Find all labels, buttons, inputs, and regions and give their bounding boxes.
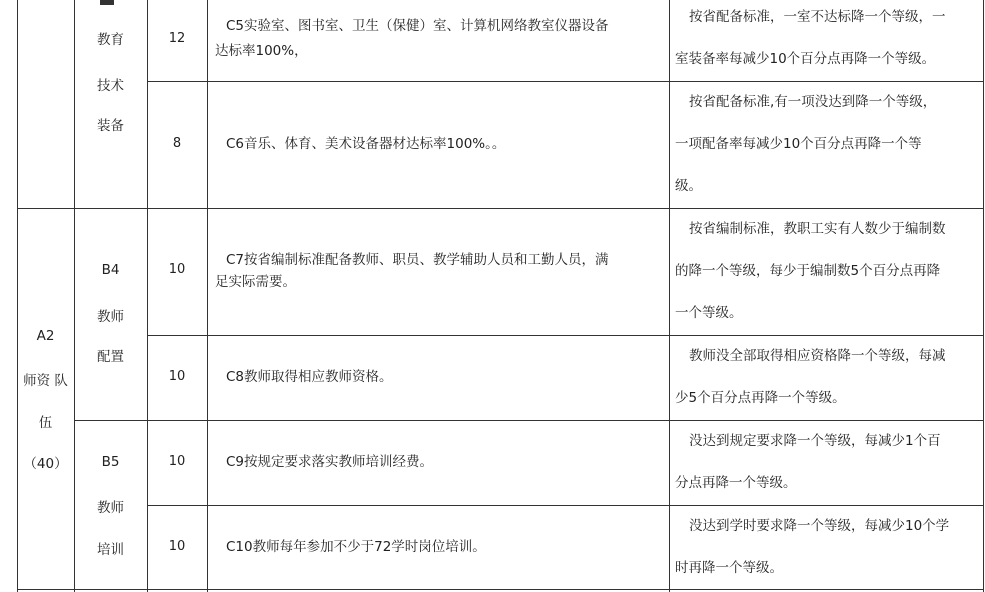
category-b5-line2: 教师 (97, 500, 124, 516)
row-line (74, 420, 984, 421)
row-line (147, 505, 984, 506)
clipped-header-fragment (100, 0, 114, 5)
category-b5-line3: 培训 (97, 542, 124, 558)
category-b4-line3: 配置 (97, 349, 124, 365)
table-border-right (983, 0, 984, 592)
row-line (147, 81, 984, 82)
content-c7-line1: C7按省编制标准配备教师、职员、教学辅助人员和工勤人员，满 (226, 252, 609, 268)
category-a2-line3: 伍 (38, 415, 53, 431)
row-line (17, 208, 984, 209)
category-a2-line4: （40） (23, 456, 68, 472)
content-c9-line1: C9按规定要求落实教师培训经费。 (226, 454, 434, 470)
table-divider-content-standard (669, 0, 670, 592)
standard-c9-line1: 没达到规定要求降一个等级，每减少1个百 (689, 433, 941, 449)
score-c8: 10 (168, 369, 186, 384)
category-b-education-tech-line1: 教育 (97, 32, 124, 48)
standard-c9-line2: 分点再降一个等级。 (675, 475, 797, 491)
standard-c7-line2: 的降一个等级，每少于编制数5个百分点再降 (675, 263, 941, 279)
standard-c8-line2: 少5个百分点再降一个等级。 (675, 390, 846, 406)
category-b-education-tech-line3: 装备 (97, 118, 124, 134)
category-a2-line1: A2 (36, 328, 55, 344)
content-c6-line1: C6音乐、体育、美术设备器材达标率100%。。 (226, 136, 506, 152)
standard-c5-line2: 室装备率每减少10个百分点再降一个等级。 (675, 51, 936, 67)
standard-c6-line1: 按省配备标准,有一项没达到降一个等级， (689, 94, 937, 110)
category-b4-line1: B4 (101, 262, 120, 278)
category-a2-line2: 师资 队 (23, 373, 68, 389)
content-c5-line2: 达标率100%， (215, 43, 308, 59)
score-c7: 10 (168, 262, 186, 277)
standard-c5-line1: 按省配备标准，一室不达标降一个等级，一 (689, 9, 946, 25)
content-c10-line1: C10教师每年参加不少于72学时岗位培训。 (226, 539, 486, 555)
category-b4-line2: 教师 (97, 309, 124, 325)
standard-c10-line1: 没达到学时要求降一个等级，每减少10个学 (689, 518, 950, 534)
content-c8-line1: C8教师取得相应教师资格。 (226, 369, 393, 385)
table-divider-score-content (207, 0, 208, 592)
score-c9: 10 (168, 454, 186, 469)
standard-c8-line1: 教师没全部取得相应资格降一个等级，每减 (689, 348, 946, 364)
standard-c10-line2: 时再降一个等级。 (675, 560, 783, 576)
score-c5: 12 (168, 31, 186, 46)
content-c5-line1: C5实验室、图书室、卫生（保健）室、计算机网络教室仪器设备 (226, 18, 609, 34)
table-divider-b-score (147, 0, 148, 592)
content-c7-line2: 足实际需要。 (215, 274, 296, 290)
category-b5-line1: B5 (101, 454, 120, 470)
category-b-education-tech-line2: 技术 (97, 78, 124, 94)
standard-c6-line3: 级。 (675, 178, 702, 194)
row-line (147, 335, 984, 336)
standard-c6-line2: 一项配备率每减少10个百分点再降一个等 (675, 136, 922, 152)
standard-c7-line3: 一个等级。 (675, 305, 743, 321)
table-border-left (17, 0, 18, 592)
score-c6: 8 (172, 136, 182, 151)
score-c10: 10 (168, 539, 186, 554)
table-border-bottom (17, 589, 984, 590)
standard-c7-line1: 按省编制标准，教职工实有人数少于编制数 (689, 221, 946, 237)
